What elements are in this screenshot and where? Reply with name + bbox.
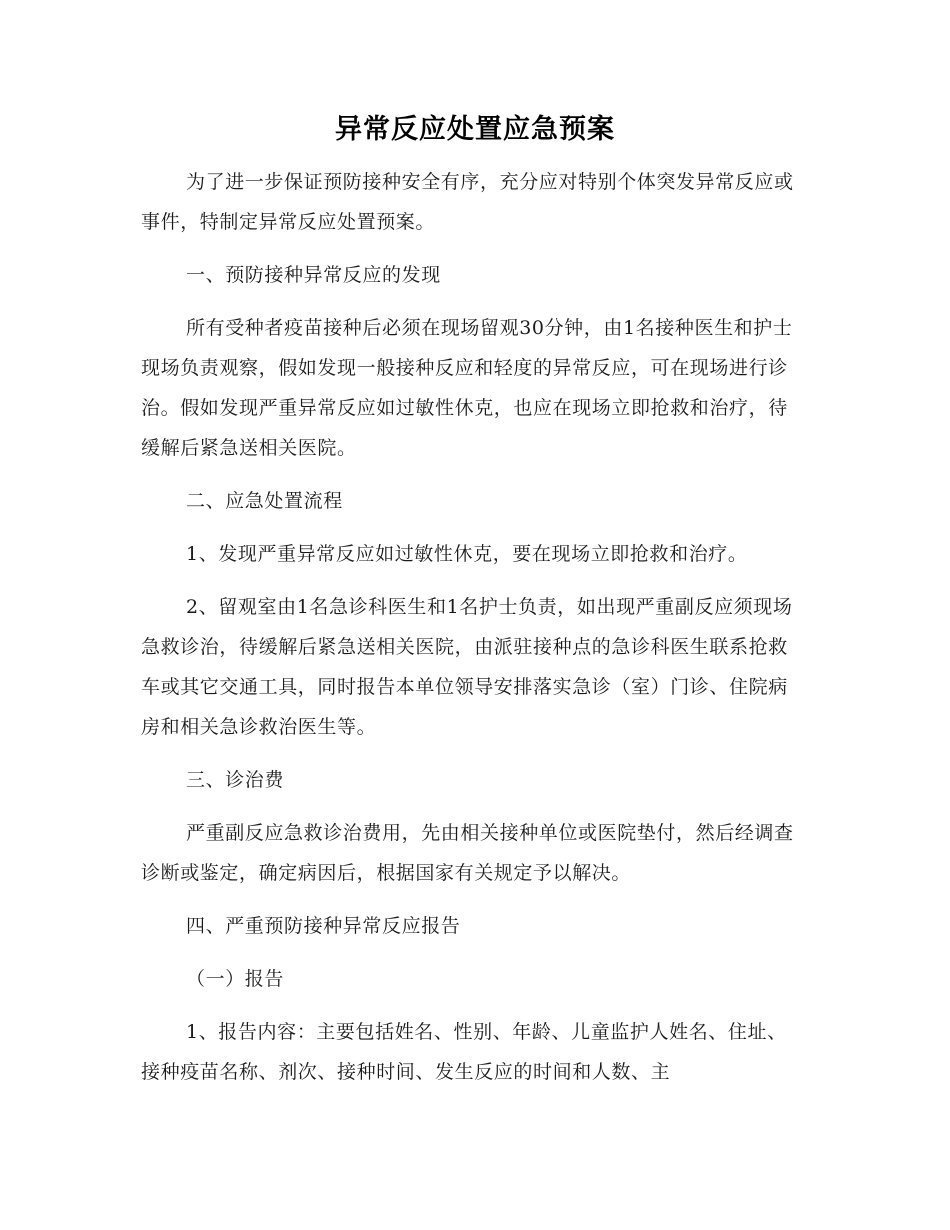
procedure-item-1: 1、发现严重异常反应如过敏性休克，要在现场立即抢救和治疗。 <box>186 543 748 565</box>
section-heading-fees: 三、诊治费 <box>186 769 285 791</box>
procedure-item-2: 2、留观室由1名急诊科医生和1名护士负责，如出现严重副反应须现场急救诊治，待缓解后紧急送相关医院，由派驻接种点的急诊科医生联系抢救车或其它交通工具，同时报告本单位领导安排落实急诊（室）门诊、住院病房和相关急诊救治医生等。 <box>141 596 793 738</box>
intro-paragraph: 为了进一步保证预防接种安全有序，充分应对特别个体突发异常反应或事件，特制定异常反应处置预案。 <box>141 171 794 233</box>
section-heading-discovery: 一、预防接种异常反应的发现 <box>186 264 441 286</box>
document-body <box>141 162 801 1105</box>
section-heading-report: 四、严重预防接种异常反应报告 <box>186 915 461 937</box>
section-heading-procedure: 二、应急处置流程 <box>186 490 343 512</box>
subsection-heading-report: （一）报告 <box>186 968 285 990</box>
discovery-paragraph: 所有受种者疫苗接种后必须在现场留观30分钟，由1名接种医生和护士现场负责观察，假如发现一般接种反应和轻度的异常反应，可在现场进行诊治。假如发现严重异常反应如过敏性休克，也应在现场立即抢救和治疗，待缓解后紧急送相关医院。 <box>141 317 793 459</box>
fees-paragraph: 严重副反应急救诊治费用，先由相关接种单位或医院垫付，然后经调查诊断或鉴定，确定病因后，根据国家有关规定予以解决。 <box>141 822 794 884</box>
report-item-1: 1、报告内容：主要包括姓名、性别、年龄、儿童监护人姓名、住址、接种疫苗名称、剂次、接种时间、发生反应的时间和人数、主 <box>141 1021 787 1083</box>
document-title: 异常反应处置应急预案 <box>335 114 615 145</box>
